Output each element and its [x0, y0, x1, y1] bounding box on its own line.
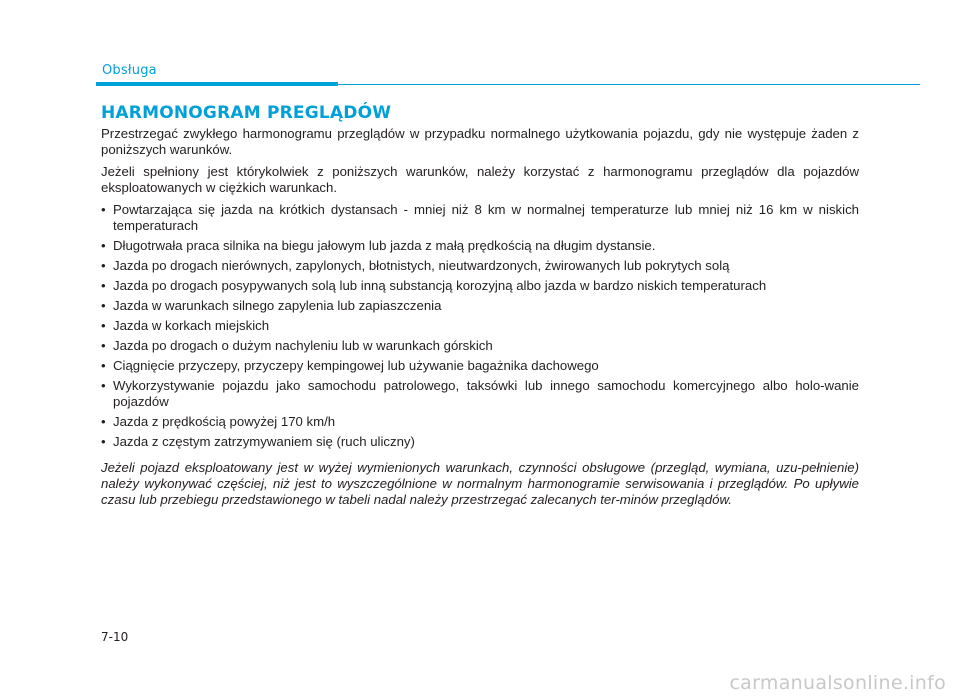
- list-item: • Ciągnięcie przyczepy, przyczepy kempingowej lub używanie bagażnika dachowego: [101, 358, 859, 374]
- list-item: • Jazda w warunkach silnego zapylenia lub zapiaszczenia: [101, 298, 859, 314]
- page-title: HARMONOGRAM PREGLĄDÓW: [101, 103, 392, 123]
- watermark: carmanualsonline.info: [729, 672, 946, 694]
- list-item: • Jazda z prędkością powyżej 170 km/h: [101, 414, 859, 430]
- italic-note: Jeżeli pojazd eksploatowany jest w wyżej wymienionych warunkach, czynności obsługowe (przegląd, wymiana, uzu-pełnienie) należy wykonywać częściej, niż jest to wyszczególnione w normalnym harmonogramie serwisowania i przeglądów. Po upływie czasu lub przebiegu przedstawionego w tabeli nadal należy przestrzegać zalecanych ter-minów przeglądów.: [101, 460, 859, 507]
- page-number: 7-10: [101, 630, 129, 644]
- header-rule-thick: [96, 82, 338, 86]
- list-item: • Jazda w korkach miejskich: [101, 318, 859, 334]
- list-item: • Jazda po drogach posypywanych solą lub inną substancją korozyjną albo jazda w bardzo niskich temperaturach: [101, 278, 859, 294]
- list-item: • Wykorzystywanie pojazdu jako samochodu patrolowego, taksówki lub innego samochodu komercyjnego albo holo-wanie pojazdów: [101, 378, 859, 410]
- intro-paragraph: Jeżeli spełniony jest którykolwiek z poniższych warunków, należy korzystać z harmonogramu przeglądów dla pojazdów eksploatowanych w ciężkich warunkach.: [101, 164, 859, 195]
- list-item: • Jazda z częstym zatrzymywaniem się (ruch uliczny): [101, 434, 859, 450]
- body-content: [101, 126, 859, 508]
- list-item: • Jazda po drogach o dużym nachyleniu lub w warunkach górskich: [101, 338, 859, 354]
- header-rule-thin: [338, 84, 920, 85]
- section-label: Obsługa: [102, 63, 157, 78]
- list-item: • Powtarzająca się jazda na krótkich dystansach - mniej niż 8 km w normalnej temperaturze lub mniej niż 16 km w niskich temperaturach: [101, 202, 859, 234]
- conditions-list: [101, 202, 859, 450]
- intro-paragraph: Przestrzegać zwykłego harmonogramu przeglądów w przypadku normalnego użytkowania pojazdu, gdy nie występuje żaden z poniższych warunków.: [101, 126, 859, 157]
- list-item: • Jazda po drogach nierównych, zapylonych, błotnistych, nieutwardzonych, żwirowanych lub pokrytych solą: [101, 258, 859, 274]
- list-item: • Długotrwała praca silnika na biegu jałowym lub jazda z małą prędkością na długim dystansie.: [101, 238, 859, 254]
